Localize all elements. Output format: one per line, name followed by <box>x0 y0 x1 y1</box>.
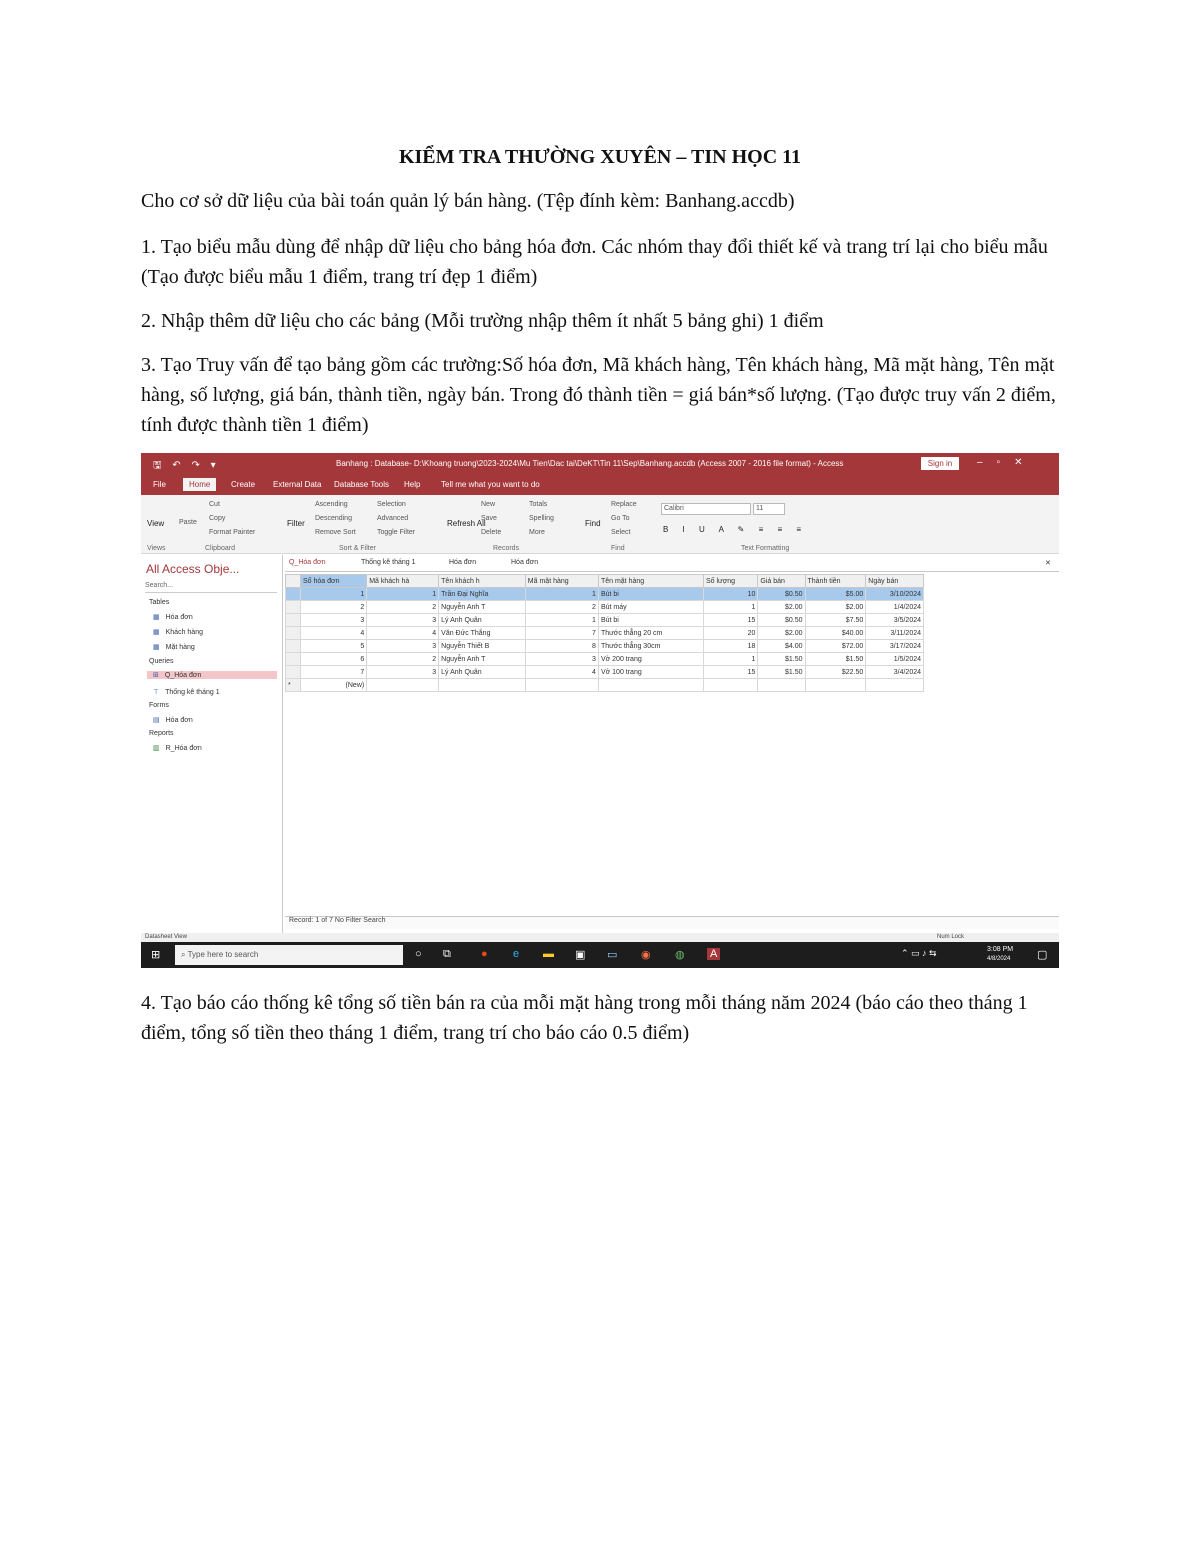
row-selector-header[interactable] <box>286 575 301 588</box>
row-selector[interactable] <box>286 627 301 640</box>
table-cell[interactable]: $2.00 <box>805 601 866 614</box>
remove-sort-button[interactable]: Remove Sort <box>315 529 356 536</box>
group-records: Records <box>493 545 520 552</box>
question-2 <box>141 306 1061 336</box>
table-cell[interactable]: 1/4/2024 <box>866 601 924 614</box>
table-cell[interactable]: 2 <box>525 601 598 614</box>
table-cell[interactable]: 1 <box>525 588 598 601</box>
new-record-icon: * <box>286 679 301 692</box>
row-selector[interactable] <box>286 640 301 653</box>
question-3-text: 3. Tạo Truy vấn để tạo bảng gồm các trường:Số hóa đơn, Mã khách hàng, Tên khách hàng, Mã mặt hàng, Tên mặt hàng, số lượng, giá bán, thành tiền, ngày bán. Trong đó thành tiền = giá bán*số lượng. (Tạo được truy vấn 2 điểm, tính được thành tiền 1 điểm) <box>141 354 1056 436</box>
table-cell[interactable]: 6 <box>301 653 367 666</box>
totals-button[interactable]: Totals <box>529 501 548 508</box>
windows-start-icon[interactable]: ⊞ <box>151 949 161 961</box>
document-tabs <box>285 557 1059 572</box>
table-cell[interactable]: Thước thẳng 20 cm <box>598 627 703 640</box>
column-header[interactable]: Tên khách h <box>439 575 526 588</box>
search-icon: ⌕ <box>181 950 186 959</box>
close-doc-icon[interactable]: ✕ <box>1045 560 1051 567</box>
table-cell[interactable]: Bút bi <box>598 588 703 601</box>
font-select[interactable] <box>661 503 751 515</box>
refresh-button[interactable]: Refresh All <box>447 519 486 528</box>
table-cell[interactable]: 1 <box>703 601 757 614</box>
table-cell[interactable]: Vở 100 trang <box>598 666 703 679</box>
column-header[interactable]: Thành tiền <box>805 575 866 588</box>
table-cell[interactable]: 3 <box>525 653 598 666</box>
table-cell[interactable]: 3/17/2024 <box>866 640 924 653</box>
table-cell[interactable]: $7.50 <box>805 614 866 627</box>
table-cell[interactable]: $5.00 <box>805 588 866 601</box>
table-icon: ▦ <box>153 614 160 621</box>
table-cell[interactable]: $2.00 <box>758 627 805 640</box>
table-cell[interactable]: 2 <box>367 653 439 666</box>
table-cell[interactable] <box>866 679 924 692</box>
table-cell[interactable] <box>805 679 866 692</box>
descending-button[interactable]: Descending <box>315 515 352 522</box>
table-cell[interactable] <box>758 679 805 692</box>
filter-button[interactable]: Filter <box>287 519 305 528</box>
table-row[interactable] <box>286 640 924 653</box>
page-title: KIỂM TRA THƯỜNG XUYÊN – TIN HỌC 11 <box>398 146 802 168</box>
table-cell[interactable]: 18 <box>703 640 757 653</box>
nav-item-label: R_Hóa đơn <box>165 745 202 752</box>
column-header[interactable]: Giá bán <box>758 575 805 588</box>
table-cell[interactable]: Vở 200 trang <box>598 653 703 666</box>
table-cell[interactable]: 7 <box>301 666 367 679</box>
table-cell[interactable]: 3/5/2024 <box>866 614 924 627</box>
table-icon: ▦ <box>153 629 160 636</box>
crosstab-query-icon: ⊤ <box>153 689 160 696</box>
table-row[interactable] <box>286 601 924 614</box>
table-cell[interactable]: $40.00 <box>805 627 866 640</box>
nav-pane-title[interactable]: All Access Obje... <box>146 562 240 576</box>
replace-button[interactable]: Replace <box>611 501 637 508</box>
question-2-text: 2. Nhập thêm dữ liệu cho các bảng (Mỗi trường nhập thêm ít nhất 5 bảng ghi) 1 điểm <box>141 310 824 332</box>
row-selector[interactable] <box>286 666 301 679</box>
grid-header-row <box>286 575 924 588</box>
question-3 <box>141 350 1061 440</box>
nav-section-queries[interactable]: Queries <box>149 658 174 665</box>
table-cell[interactable]: Lý Anh Quân <box>439 666 526 679</box>
group-find: Find <box>611 545 625 552</box>
nav-item-table[interactable] <box>153 628 203 636</box>
table-cell[interactable]: Nguyễn Thiết B <box>439 640 526 653</box>
form-icon: ▤ <box>153 717 160 724</box>
row-selector[interactable] <box>286 588 301 601</box>
table-cell[interactable] <box>439 679 526 692</box>
font-select-value: Calibri <box>664 505 684 512</box>
save-record-button[interactable]: Save <box>481 515 497 522</box>
table-cell[interactable]: $0.50 <box>758 614 805 627</box>
intro-paragraph <box>141 186 1061 216</box>
nav-section-forms[interactable]: Forms <box>149 702 169 709</box>
nav-item-query[interactable] <box>153 688 220 696</box>
tab-external-data[interactable]: External Data <box>273 480 322 489</box>
doc-tab-form[interactable]: Hóa đơn <box>511 559 539 566</box>
table-cell[interactable]: $0.50 <box>758 588 805 601</box>
nav-item-label: Thống kê tháng 1 <box>165 689 220 696</box>
table-cell[interactable] <box>525 679 598 692</box>
group-clipboard: Clipboard <box>205 545 235 552</box>
tab-help[interactable]: Help <box>404 480 421 489</box>
question-1-text: 1. Tạo biểu mẫu dùng để nhập dữ liệu cho bảng hóa đơn. Các nhóm thay đổi thiết kế và trang trí lại cho biểu mẫu (Tạo được biểu mẫu 1 điểm, trang trí đẹp 1 điểm) <box>141 236 1048 288</box>
table-cell[interactable]: 8 <box>525 640 598 653</box>
nav-item-label: Hóa đơn <box>165 614 193 621</box>
table-cell[interactable]: 20 <box>703 627 757 640</box>
record-nav-text: Record: 1 of 7 No Filter Search <box>289 917 386 924</box>
column-header[interactable]: Mã khách hà <box>367 575 439 588</box>
window-controls-icon[interactable]: –▫✕ <box>977 457 1037 468</box>
format-painter-button[interactable]: Format Painter <box>209 529 256 536</box>
selection-button[interactable]: Selection <box>377 501 406 508</box>
table-cell[interactable]: $1.50 <box>805 653 866 666</box>
nav-item-label: Q_Hóa đơn <box>164 672 202 679</box>
record-navigator[interactable] <box>285 916 1059 929</box>
table-cell[interactable]: 10 <box>703 588 757 601</box>
table-cell[interactable]: 3/10/2024 <box>866 588 924 601</box>
taskbar-time[interactable]: 3:08 PM <box>987 946 1014 953</box>
navigation-pane <box>141 555 283 933</box>
tab-file[interactable]: File <box>153 480 166 489</box>
nav-item-query[interactable] <box>147 671 277 679</box>
advanced-button[interactable]: Advanced <box>377 515 409 522</box>
title-bar <box>141 453 1059 475</box>
table-cell[interactable] <box>598 679 703 692</box>
nav-item-label: Hóa đơn <box>165 717 193 724</box>
table-cell[interactable]: 7 <box>525 627 598 640</box>
row-selector[interactable] <box>286 614 301 627</box>
nav-section-reports[interactable]: Reports <box>149 730 174 737</box>
table-cell[interactable]: 15 <box>703 614 757 627</box>
table-cell[interactable]: Bút bi <box>598 614 703 627</box>
table-icon: ▦ <box>153 644 160 651</box>
table-cell[interactable]: 1 <box>367 588 439 601</box>
copy-button[interactable]: Copy <box>209 515 226 522</box>
table-cell[interactable]: 2 <box>301 601 367 614</box>
intro-text: Cho cơ sở dữ liệu của bài toán quản lý bán hàng. (Tệp đính kèm: Banhang.accdb) <box>141 190 795 212</box>
app-icon[interactable]: ● <box>481 948 488 960</box>
nav-item-table[interactable] <box>153 613 193 621</box>
window-title: Banhang : Database- D:\Khoang truong\2023-2024\Mu Tien\Dac tai\DeKT\Tin 11\Sep\Banhang.accdb (Access 2007 - 2016 file format) - Access <box>336 459 844 468</box>
table-cell[interactable]: 1 <box>703 653 757 666</box>
table-cell[interactable]: 1 <box>301 588 367 601</box>
nav-section-tables[interactable]: Tables <box>149 599 170 606</box>
chrome-icon[interactable]: ◍ <box>675 949 685 961</box>
quick-access-toolbar-icon[interactable]: 🖫 ↶ ↷ ▾ <box>153 460 220 471</box>
more-button[interactable]: More <box>529 529 545 536</box>
tab-database-tools[interactable]: Database Tools <box>334 480 389 489</box>
table-cell[interactable]: 1/5/2024 <box>866 653 924 666</box>
table-cell[interactable]: 5 <box>301 640 367 653</box>
column-header[interactable]: Ngày bán <box>866 575 924 588</box>
question-4-text: 4. Tạo báo cáo thống kê tổng số tiền bán ra của mỗi mặt hàng trong mỗi tháng năm 2024 (báo cáo theo tháng 1 điểm, tổng số tiền theo tháng 1 điểm, trang trí cho báo cáo 0.5 điểm) <box>141 992 1028 1044</box>
taskbar-search-placeholder: Type here to search <box>187 950 259 959</box>
font-size-select[interactable] <box>753 503 785 515</box>
table-cell[interactable]: 3/11/2024 <box>866 627 924 640</box>
font-size-value: 11 <box>756 505 764 512</box>
group-sort-filter: Sort & Filter <box>339 545 376 552</box>
table-cell[interactable]: 1 <box>525 614 598 627</box>
status-num-lock: Num Lock <box>937 934 965 940</box>
view-button[interactable]: View <box>147 519 165 528</box>
file-explorer-icon[interactable]: ▬ <box>543 948 554 960</box>
paste-button[interactable]: Paste <box>179 519 197 526</box>
table-cell[interactable]: Văn Đức Thắng <box>439 627 526 640</box>
toggle-filter-button[interactable]: Toggle Filter <box>377 529 416 536</box>
sign-in-button[interactable]: Sign in <box>921 457 959 470</box>
datasheet-grid <box>285 574 924 692</box>
table-cell[interactable]: 3/4/2024 <box>866 666 924 679</box>
windows-taskbar <box>141 942 1059 968</box>
goto-button[interactable]: Go To <box>611 515 630 522</box>
group-views: Views <box>147 545 166 552</box>
taskbar-date[interactable]: 4/8/2024 <box>987 956 1011 962</box>
table-cell[interactable]: $2.00 <box>758 601 805 614</box>
table-row[interactable] <box>286 653 924 666</box>
nav-item-form[interactable] <box>153 716 193 724</box>
table-cell[interactable]: $4.00 <box>758 640 805 653</box>
table-cell[interactable]: 3 <box>367 666 439 679</box>
new-record-row[interactable] <box>286 679 924 692</box>
cortana-icon[interactable]: ○ <box>415 948 422 960</box>
status-view: Datasheet View <box>145 934 187 940</box>
text-format-icons[interactable]: B I U A ✎ ≡ ≡ ≡ <box>663 525 808 534</box>
column-header[interactable]: Mã mặt hàng <box>525 575 598 588</box>
table-cell[interactable]: 4 <box>301 627 367 640</box>
remote-desktop-icon[interactable]: ▭ <box>607 949 618 961</box>
table-cell[interactable]: 3 <box>367 614 439 627</box>
group-text-formatting: Text Formatting <box>741 545 790 552</box>
table-row[interactable] <box>286 666 924 679</box>
cut-button[interactable]: Cut <box>209 501 220 508</box>
table-row[interactable] <box>286 627 924 640</box>
table-cell[interactable]: $1.50 <box>758 666 805 679</box>
notification-icon[interactable]: ▢ <box>1037 949 1048 961</box>
table-cell[interactable]: 3 <box>367 640 439 653</box>
table-cell[interactable]: 3 <box>301 614 367 627</box>
select-button[interactable]: Select <box>611 529 631 536</box>
row-selector[interactable] <box>286 653 301 666</box>
find-button[interactable]: Find <box>585 519 601 528</box>
nav-item-table[interactable] <box>153 643 195 651</box>
table-row[interactable] <box>286 614 924 627</box>
system-tray-icons[interactable]: ⌃ ▭ ♪ ⇆ <box>901 948 937 958</box>
question-4 <box>141 988 1061 1048</box>
question-1 <box>141 232 1061 292</box>
doc-tab-query[interactable]: Q_Hóa đơn <box>289 559 326 566</box>
table-cell[interactable]: Trần Đại Nghĩa <box>439 588 526 601</box>
tell-me-search[interactable]: Tell me what you want to do <box>441 480 540 489</box>
table-cell[interactable]: $1.50 <box>758 653 805 666</box>
table-cell[interactable]: Nguyễn Anh T <box>439 653 526 666</box>
table-cell[interactable] <box>367 679 439 692</box>
report-icon: ▥ <box>153 745 160 752</box>
ribbon <box>141 495 1059 554</box>
delete-record-button[interactable]: Delete <box>481 529 502 536</box>
table-cell[interactable]: $22.50 <box>805 666 866 679</box>
column-header[interactable]: Số lượng <box>703 575 757 588</box>
table-cell[interactable]: Lý Anh Quân <box>439 614 526 627</box>
tab-home[interactable]: Home <box>183 478 216 491</box>
new-record-cell[interactable]: (New) <box>301 679 367 692</box>
table-cell[interactable]: 4 <box>525 666 598 679</box>
taskbar-search-input[interactable] <box>175 945 403 965</box>
table-cell[interactable]: Thước thẳng 30cm <box>598 640 703 653</box>
nav-search-input[interactable]: Search... <box>145 582 277 593</box>
task-view-icon[interactable]: ⧉ <box>443 948 451 960</box>
store-icon[interactable]: ▣ <box>575 949 586 961</box>
query-icon: ⊞ <box>153 672 159 679</box>
table-cell[interactable]: $72.00 <box>805 640 866 653</box>
access-app-icon[interactable]: A <box>707 948 720 960</box>
nav-item-report[interactable] <box>153 744 202 752</box>
table-row[interactable] <box>286 588 924 601</box>
access-screenshot <box>141 453 1059 968</box>
table-cell[interactable]: Bút máy <box>598 601 703 614</box>
new-record-button[interactable]: New <box>481 501 496 508</box>
firefox-icon[interactable]: ◉ <box>641 949 651 961</box>
table-cell[interactable]: 15 <box>703 666 757 679</box>
column-header[interactable]: Tên mặt hàng <box>598 575 703 588</box>
doc-tab-table[interactable]: Hóa đơn <box>449 559 477 566</box>
table-cell[interactable]: Nguyễn Anh T <box>439 601 526 614</box>
column-header[interactable]: Số hóa đơn <box>301 575 367 588</box>
spelling-button[interactable]: Spelling <box>529 515 554 522</box>
nav-item-label: Khách hàng <box>165 629 203 636</box>
ascending-button[interactable]: Ascending <box>315 501 348 508</box>
tab-create[interactable]: Create <box>231 480 256 489</box>
status-bar <box>141 933 1059 942</box>
table-cell[interactable]: 2 <box>367 601 439 614</box>
nav-item-label: Mặt hàng <box>165 644 195 651</box>
table-cell[interactable]: 4 <box>367 627 439 640</box>
edge-icon[interactable]: e <box>513 948 520 960</box>
doc-tab-report[interactable]: Thống kê tháng 1 <box>361 559 416 566</box>
table-cell[interactable] <box>703 679 757 692</box>
row-selector[interactable] <box>286 601 301 614</box>
menu-bar <box>141 475 1059 495</box>
